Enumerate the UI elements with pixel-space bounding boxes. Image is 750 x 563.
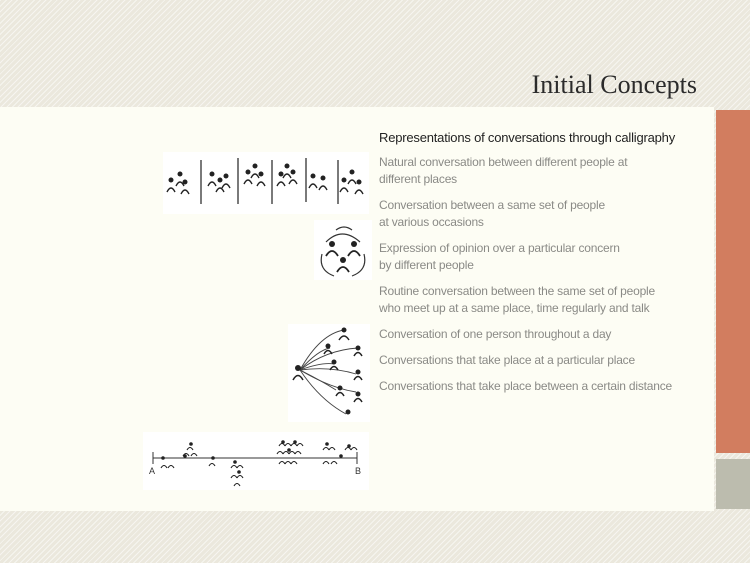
concept-item-line: by different people xyxy=(379,258,474,272)
concepts-list xyxy=(379,129,699,395)
sketch-natural-conversation xyxy=(163,152,369,214)
accent-bar-orange xyxy=(716,110,750,453)
sketch-same-set-conversation xyxy=(314,220,372,280)
concept-item xyxy=(379,326,699,343)
accent-bar-gray xyxy=(716,459,750,509)
concept-item-line: who meet up at a same place, time regularly and talk xyxy=(379,301,650,315)
sketch-one-person-day xyxy=(288,324,370,422)
concept-item xyxy=(379,240,699,274)
sketch-distance-timeline xyxy=(143,432,369,490)
concept-item xyxy=(379,197,699,231)
timeline-start-label: A xyxy=(149,466,156,476)
concept-item xyxy=(379,283,699,317)
concept-item-line: at various occasions xyxy=(379,215,484,229)
concept-item-line: Routine conversation between the same set of people xyxy=(379,284,655,298)
concept-item-line: Expression of opinion over a particular concern xyxy=(379,241,620,255)
concept-item-line: different places xyxy=(379,172,457,186)
concept-item-line: Conversations that take place at a particular place xyxy=(379,353,635,367)
concept-item-line: Conversation between a same set of people xyxy=(379,198,605,212)
concept-item-line: Natural conversation between different people at xyxy=(379,155,628,169)
concept-item xyxy=(379,352,699,369)
concept-item-line: Conversation of one person throughout a day xyxy=(379,327,612,341)
slide-title: Initial Concepts xyxy=(531,70,697,99)
concept-item-line: Conversations that take place between a certain distance xyxy=(379,379,672,393)
concept-item xyxy=(379,378,699,395)
timeline-end-label: B xyxy=(355,466,362,476)
concept-item xyxy=(379,154,699,188)
concepts-heading: Representations of conversations through calligraphy xyxy=(379,130,676,145)
